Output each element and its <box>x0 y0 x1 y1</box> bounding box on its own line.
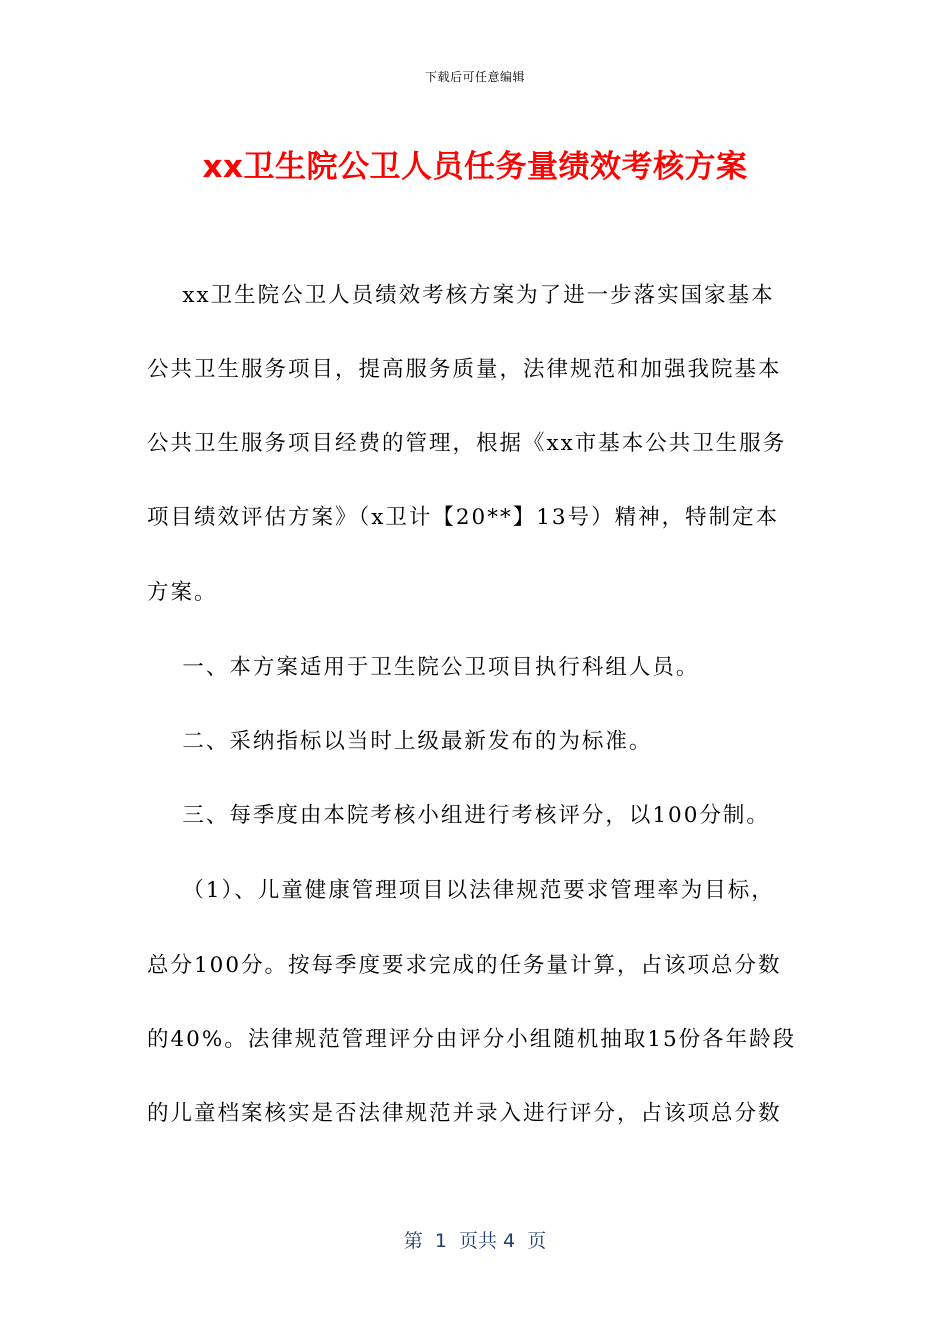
body-line-1: xx卫生院公卫人员绩效考核方案为了进一步落实国家基本 <box>147 283 775 308</box>
body-line-7: 二、采纳指标以当时上级最新发布的为标准。 <box>147 729 653 754</box>
body-line-6: 一、本方案适用于卫生院公卫项目执行科组人员。 <box>147 655 700 680</box>
body-line-5: 方案。 <box>147 580 218 605</box>
body-line-12: 的儿童档案核实是否法律规范并录入进行评分，占该项总分数 <box>147 1101 782 1126</box>
body-line-3: 公共卫生服务项目经费的管理，根据《xx市基本公共卫生服务 <box>147 431 787 456</box>
document-body <box>147 0 803 1344</box>
document-title: xx卫生院公卫人员任务量绩效考核方案 <box>202 149 748 185</box>
body-line-8: 三、每季度由本院考核小组进行考核评分，以100分制。 <box>147 803 770 828</box>
body-line-11: 的40%。法律规范管理评分由评分小组随机抽取15份各年龄段 <box>147 1027 797 1052</box>
page-number-footer: 第 1 页共 4 页 <box>403 1230 547 1252</box>
body-line-9: （1）、儿童健康管理项目以法律规范要求管理率为目标， <box>147 878 775 903</box>
header-note: 下载后可任意编辑 <box>424 70 525 84</box>
body-line-2: 公共卫生服务项目，提高服务质量，法律规范和加强我院基本 <box>147 357 782 382</box>
body-line-10: 总分100分。按每季度要求完成的任务量计算，占该项总分数 <box>147 953 782 978</box>
body-line-4: 项目绩效评估方案》（x卫计【20**】13号）精神，特制定本 <box>147 505 780 530</box>
